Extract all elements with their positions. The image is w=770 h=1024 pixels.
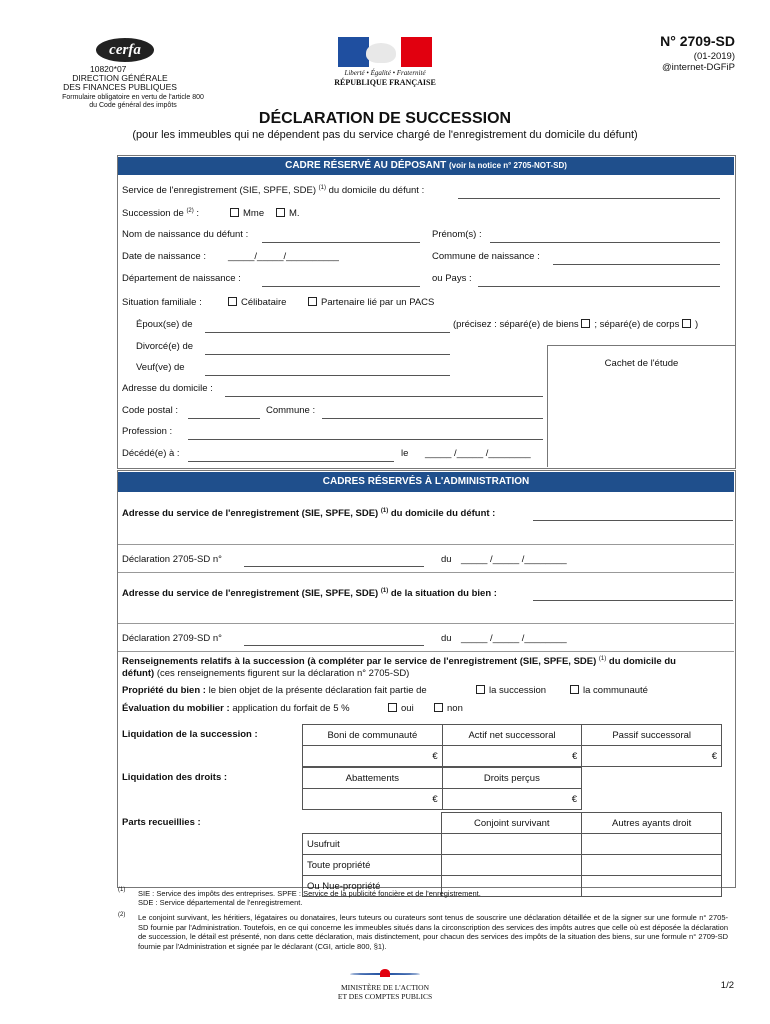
adresse-field[interactable] <box>225 396 543 397</box>
commune-naissance-label: Commune de naissance : <box>432 251 540 262</box>
service-sup: (1) <box>318 185 326 191</box>
du-label: du <box>441 633 452 644</box>
liquidation-succession-label: Liquidation de la succession : <box>122 729 258 740</box>
sup-1: (1) <box>598 656 607 662</box>
mme-option[interactable] <box>230 208 264 219</box>
prenoms-label: Prénom(s) : <box>432 229 482 240</box>
declaration-2705-field[interactable] <box>244 566 424 567</box>
divider <box>118 623 734 624</box>
declaration-2709-label: Déclaration 2709-SD n° <box>122 633 222 644</box>
le-field[interactable]: _____ /_____ /________ <box>425 448 531 459</box>
renseignements-line1 <box>122 656 676 667</box>
la-communaute-label: la communauté <box>583 685 648 696</box>
service-field[interactable] <box>458 198 720 199</box>
evaluation-bold: Évaluation du mobilier : <box>122 703 230 714</box>
adresse-domicile-text: Adresse du service de l'enregistrement (SIE, SPFE, SDE) <box>122 508 379 520</box>
divorce-field[interactable] <box>205 354 450 355</box>
page-title: DÉCLARATION DE SUCCESSION <box>258 110 512 127</box>
succession-de-label: Succession de $^{(2)}$ : <box>122 208 200 220</box>
la-succession-label: la succession <box>489 685 547 696</box>
service-text: Service de l'enregistrement (SIE, SPFE, SDE) <box>122 185 316 197</box>
form-source: @internet-DGFiP <box>662 62 735 73</box>
profession-label: Profession : <box>122 426 173 437</box>
checkbox-icon[interactable] <box>230 208 239 217</box>
boni-value[interactable]: € <box>303 746 443 767</box>
la-communaute-option[interactable] <box>570 685 648 696</box>
footnote-1 <box>138 889 734 907</box>
footnote-2: Le conjoint survivant, les héritiers, légataires ou donataires, leurs tuteurs ou curateurs sont tenus de souscrire une déclaration détaillée et de la signer sur une formule n° 2705-SD fournie par l'Administration. Toutefois, en ce qui concerne les immeubles situés dans la circonscription des services des impôts autres que celle où est déposée la déclaration de succession, le détail est présenté, non dans cette déclaration, mais distinctement, pour chacun des services des impôts de la situation des biens, sur une formule n° 2709-SD fournie par l'Administration et signée par le déclarant (CGI, article 800, §1). <box>138 913 728 951</box>
commune-field[interactable] <box>322 418 543 419</box>
du-2709-field[interactable]: _____ /_____ /________ <box>461 633 567 644</box>
pays-field[interactable] <box>478 286 720 287</box>
toute-propriete-autres-cell[interactable] <box>582 855 722 876</box>
legal-line1: Formulaire obligatoire en vertu de l'article 800 <box>62 94 204 101</box>
pacs-option[interactable] <box>308 297 434 308</box>
actif-value[interactable]: € <box>442 746 582 767</box>
adresse-bien-label <box>122 588 497 599</box>
adresse-bien-field[interactable] <box>533 600 733 601</box>
commune-label: Commune : <box>266 405 316 416</box>
autres-header: Autres ayants droit <box>582 813 722 834</box>
adresse-bien-suffix: de la situation du bien : <box>390 588 497 600</box>
evaluation-text: application du forfait de 5 % <box>232 703 350 714</box>
non-label: non <box>447 703 463 714</box>
empty-cell <box>303 813 442 834</box>
form-number: N° 2709-SD <box>660 33 735 49</box>
cachet-label: Cachet de l'étude <box>604 358 679 369</box>
m-option[interactable] <box>276 208 300 219</box>
actif-header: Actif net successoral <box>442 725 582 746</box>
droits-value[interactable]: € <box>442 789 581 810</box>
administration-banner: CADRES RÉSERVÉS À L'ADMINISTRATION <box>118 472 734 492</box>
checkbox-icon[interactable] <box>308 297 317 306</box>
liquidation-succession-table <box>302 724 722 767</box>
departement-field[interactable] <box>262 286 420 287</box>
situation-label: Situation familiale : <box>122 297 202 308</box>
du-2705-field[interactable]: _____ /_____ /________ <box>461 554 567 565</box>
adresse-domicile-suffix: du domicile du défunt : <box>390 508 496 520</box>
date-naissance-label: Date de naissance : <box>122 251 206 262</box>
adresse-label: Adresse du domicile : <box>122 383 213 394</box>
checkbox-icon[interactable] <box>434 703 443 712</box>
date-naissance-field[interactable]: _____/_____/__________ <box>228 251 339 262</box>
nue-propriete-row: Ou Nue-propriété <box>303 876 442 897</box>
checkbox-icon[interactable] <box>476 685 485 694</box>
oui-option[interactable] <box>388 703 414 714</box>
la-succession-option[interactable] <box>476 685 546 696</box>
liquidation-droits-label: Liquidation des droits : <box>122 772 228 783</box>
du-label: du <box>441 554 452 565</box>
page-number: 1/2 <box>720 980 734 991</box>
dgfp-line1: DIRECTION GÉNÉRALE <box>72 73 168 83</box>
dgfp-block <box>40 74 200 92</box>
regime-options <box>453 319 698 330</box>
abattements-header: Abattements <box>303 768 443 789</box>
liquidation-droits-table <box>302 767 582 810</box>
renseignements-bold: Renseignements relatifs à la succession (à compléter par le service de l'enregistrement (SIE, SPFE, SDE) <box>122 656 597 668</box>
cachet-box[interactable] <box>547 345 735 467</box>
page-subtitle: (pour les immeubles qui ne dépendent pas du service chargé de l'enregistrement du domicile du défunt) <box>132 129 638 141</box>
parts-label: Parts recueillies : <box>122 817 201 828</box>
celibataire-label: Célibataire <box>241 297 287 308</box>
toute-propriete-row: Toute propriété <box>303 855 442 876</box>
nom-label: Nom de naissance du défunt : <box>122 229 249 240</box>
toute-propriete-conjoint-cell[interactable] <box>442 855 582 876</box>
republique-name: RÉPUBLIQUE FRANÇAISE <box>334 78 436 87</box>
veuf-label: Veuf(ve) de <box>136 362 185 373</box>
renseignements-suffix: du domicile du <box>608 656 676 668</box>
divider <box>118 544 734 545</box>
separe-corps-label: ; séparé(e) de corps <box>594 319 680 330</box>
marianne-logo <box>338 37 432 67</box>
decede-field[interactable] <box>188 461 394 462</box>
footnote-1-line2: SDE : Service départemental de l'enregistrement. <box>138 898 303 907</box>
close-paren: ) <box>694 319 699 330</box>
divider <box>118 651 734 652</box>
epoux-field[interactable] <box>205 332 450 333</box>
checkbox-icon[interactable] <box>570 685 579 694</box>
profession-field[interactable] <box>188 439 543 440</box>
non-option[interactable] <box>434 703 463 714</box>
abattements-value[interactable]: € <box>303 789 443 810</box>
declaration-2705-label: Déclaration 2705-SD n° <box>122 554 222 565</box>
departement-label: Département de naissance : <box>122 273 241 284</box>
ministere-logo <box>336 969 434 979</box>
veuf-field[interactable] <box>205 375 450 376</box>
succession-text: Succession de <box>122 208 184 220</box>
adresse-bien-text: Adresse du service de l'enregistrement (SIE, SPFE, SDE) <box>122 588 379 600</box>
checkbox-icon[interactable] <box>581 319 590 328</box>
succession-sup: (2) <box>186 208 194 214</box>
mme-label: Mme <box>243 208 265 219</box>
pacs-label: Partenaire lié par un PACS <box>321 297 435 308</box>
ministere-line2: ET DES COMPTES PUBLICS <box>337 992 433 1001</box>
renseignements-line2-text: (ces renseignements figurent sur la déclaration n° 2705-SD) <box>156 668 410 679</box>
usufruit-autres-cell[interactable] <box>582 834 722 855</box>
footnote-marker-2: (2) <box>118 912 126 918</box>
divorce-label: Divorcé(e) de <box>136 341 194 352</box>
propriete-bold: Propriété du bien : <box>122 685 206 696</box>
checkbox-icon[interactable] <box>682 319 691 328</box>
depositant-banner-note: (voir la notice n° 2705-NOT-SD) <box>449 161 567 170</box>
checkbox-icon[interactable] <box>276 208 285 217</box>
legal-block <box>38 94 228 110</box>
celibataire-option[interactable] <box>228 297 286 308</box>
depositant-banner-title: CADRE RÉSERVÉ AU DÉPOSANT <box>285 160 447 171</box>
decede-label: Décédé(e) à : <box>122 448 180 459</box>
footnote-1-line1: SIE : Service des impôts des entreprises. SPFE : Service de la publicité foncière et de l'enregistrement. <box>138 889 481 898</box>
checkbox-icon[interactable] <box>228 297 237 306</box>
service-suffix: du domicile du défunt : <box>328 185 425 197</box>
adresse-domicile-label <box>122 508 495 519</box>
dgfp-line2: DES FINANCES PUBLIQUES <box>63 82 177 92</box>
droits-header: Droits perçus <box>442 768 581 789</box>
usufruit-conjoint-cell[interactable] <box>442 834 582 855</box>
passif-header: Passif successoral <box>582 725 722 746</box>
divider <box>118 572 734 573</box>
usufruit-row: Usufruit <box>303 834 442 855</box>
declaration-2709-field[interactable] <box>244 645 424 646</box>
pays-label: ou Pays : <box>432 273 472 284</box>
ministere-line1: MINISTÈRE DE L'ACTION <box>340 983 429 992</box>
code-postal-field[interactable] <box>188 418 260 419</box>
renseignements-line2-bold: défunt) <box>122 668 155 679</box>
le-label: le <box>401 448 409 459</box>
propriete-text: le bien objet de la présente déclaration fait partie de <box>208 685 427 696</box>
depositant-banner <box>118 157 734 175</box>
commune-naissance-field[interactable] <box>553 264 720 265</box>
service-label <box>122 185 424 196</box>
legal-line2: du Code général des impôts <box>89 102 177 109</box>
ministere-text <box>300 983 470 1001</box>
epoux-label: Époux(se) de <box>136 319 193 330</box>
code-postal-label: Code postal : <box>122 405 178 416</box>
sup-1: (1) <box>380 588 389 594</box>
oui-label: oui <box>401 703 414 714</box>
cerfa-number: 10820*07 <box>90 64 127 74</box>
renseignements-line2 <box>122 668 409 679</box>
parts-table <box>302 812 722 897</box>
sup-1: (1) <box>380 508 389 514</box>
m-label: M. <box>289 208 300 219</box>
precisez-label: (précisez : séparé(e) de biens <box>453 319 579 330</box>
prenoms-field[interactable] <box>490 242 720 243</box>
checkbox-icon[interactable] <box>388 703 397 712</box>
footnote-marker-1: (1) <box>118 887 126 893</box>
adresse-domicile-field[interactable] <box>533 520 733 521</box>
propriete-label <box>122 685 427 696</box>
republique-motto: Liberté • Égalité • Fraternité <box>344 69 426 77</box>
nom-field[interactable] <box>262 242 420 243</box>
boni-header: Boni de communauté <box>303 725 443 746</box>
conjoint-header: Conjoint survivant <box>442 813 582 834</box>
form-date: (01-2019) <box>693 51 735 62</box>
passif-value[interactable]: € <box>582 746 722 767</box>
evaluation-label <box>122 703 350 714</box>
cerfa-logo: cerfa <box>96 38 154 62</box>
